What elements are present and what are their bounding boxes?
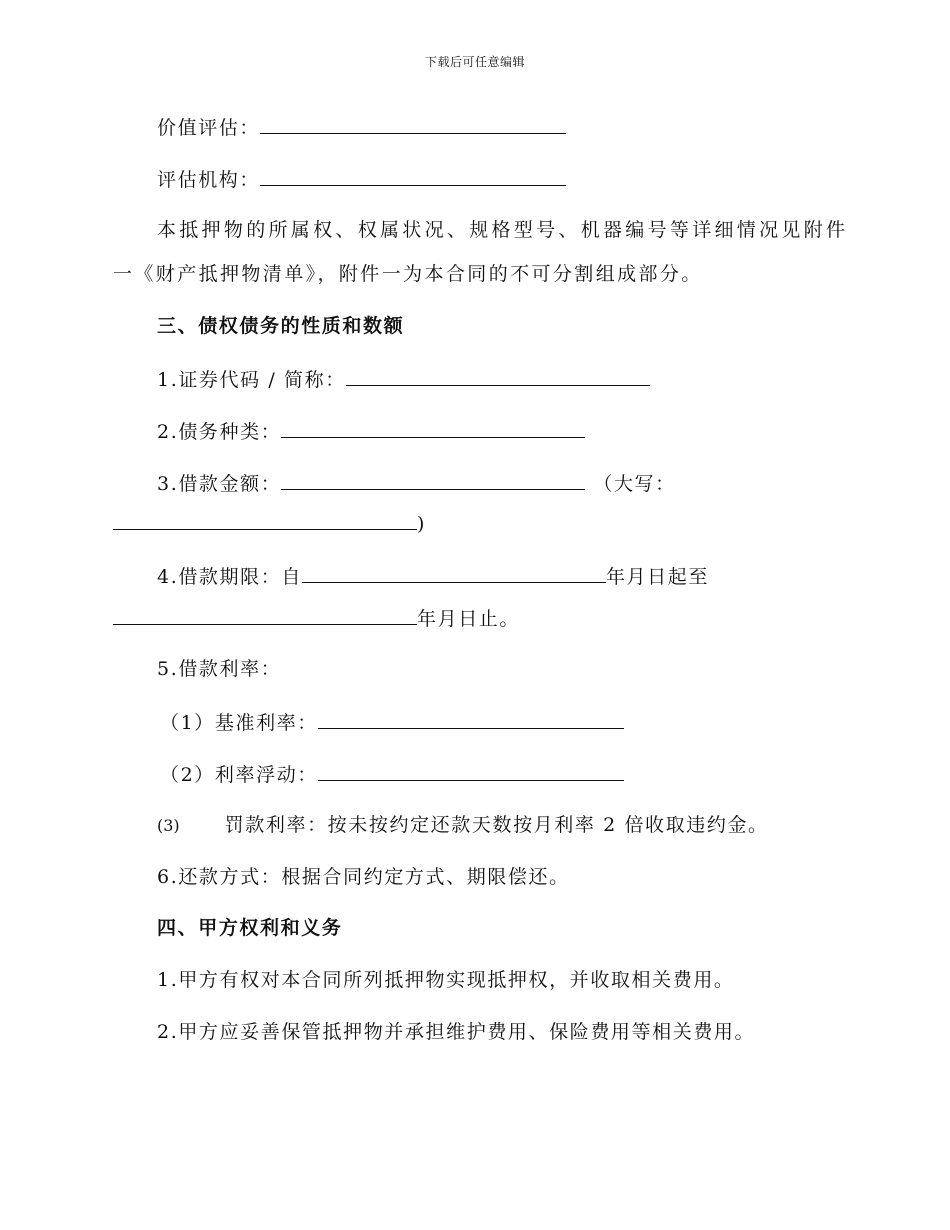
- item-4-label: 4.借款期限：自: [157, 566, 302, 588]
- item-2-blank[interactable]: [281, 418, 585, 438]
- item-5-2-line: [160, 761, 624, 787]
- section-4-item-1: 1.甲方有权对本合同所列抵押物实现抵押权，并收取相关费用。: [157, 969, 735, 991]
- item-1-label: 1.证券代码 / 简称：: [157, 369, 346, 391]
- value-assessment-label: 价值评估：: [157, 117, 261, 139]
- item-3-label: 3.借款金额：: [157, 473, 282, 495]
- section-4-item-2: 2.甲方应妥善保管抵押物并承担维护费用、保险费用等相关费用。: [157, 1021, 756, 1043]
- item-3-upper-blank[interactable]: [113, 510, 417, 530]
- item-4-start-blank[interactable]: [302, 563, 606, 583]
- item-2-line: [157, 418, 585, 444]
- value-assessment-blank[interactable]: [260, 114, 566, 134]
- item-1-line: [157, 366, 650, 392]
- item-5-2-blank[interactable]: [318, 761, 624, 781]
- item-4-end-blank[interactable]: [113, 605, 417, 625]
- item-5-3-text: 罚款利率：按未按约定还款天数按月利率 2 倍收取违约金。: [224, 814, 769, 836]
- item-5-2-label: （2）利率浮动：: [160, 764, 318, 786]
- item-3-close: ): [417, 513, 427, 535]
- paragraph-line-1: 本抵押物的所属权、权属状况、规格型号、机器编号等详细情况见附件: [157, 219, 849, 241]
- assessment-agency-blank[interactable]: [260, 166, 566, 186]
- item-4-end: 年月日止。: [417, 608, 521, 630]
- item-4-mid: 年月日起至: [605, 566, 709, 588]
- item-5-1-label: （1）基准利率：: [160, 712, 318, 734]
- value-assessment-line: [157, 114, 566, 140]
- item-6-line: 6.还款方式：根据合同约定方式、期限偿还。: [157, 866, 570, 888]
- item-3-upper-line: [113, 510, 426, 536]
- section-4-title: 四、甲方权利和义务: [157, 917, 343, 939]
- item-5-3-line: [157, 813, 769, 838]
- item-4-end-line: [113, 605, 520, 631]
- item-3-blank[interactable]: [281, 470, 585, 490]
- item-3-upper-label: （大写：: [593, 473, 676, 495]
- item-1-blank[interactable]: [346, 366, 650, 386]
- item-5-line: 5.借款利率：: [157, 658, 282, 680]
- item-5-1-line: [160, 709, 624, 735]
- item-4-line: [157, 563, 709, 589]
- section-3-title: 三、债权债务的性质和数额: [157, 315, 405, 337]
- item-5-1-blank[interactable]: [318, 709, 624, 729]
- assessment-agency-line: [157, 166, 566, 192]
- item-3-line: [157, 470, 676, 496]
- page-header: 下载后可任意编辑: [424, 55, 525, 69]
- assessment-agency-label: 评估机构：: [157, 169, 261, 191]
- item-2-label: 2.债务种类：: [157, 421, 282, 443]
- paragraph-line-2: 一《财产抵押物清单》，附件一为本合同的不可分割组成部分。: [113, 263, 703, 285]
- item-5-3-number: (3): [157, 816, 180, 835]
